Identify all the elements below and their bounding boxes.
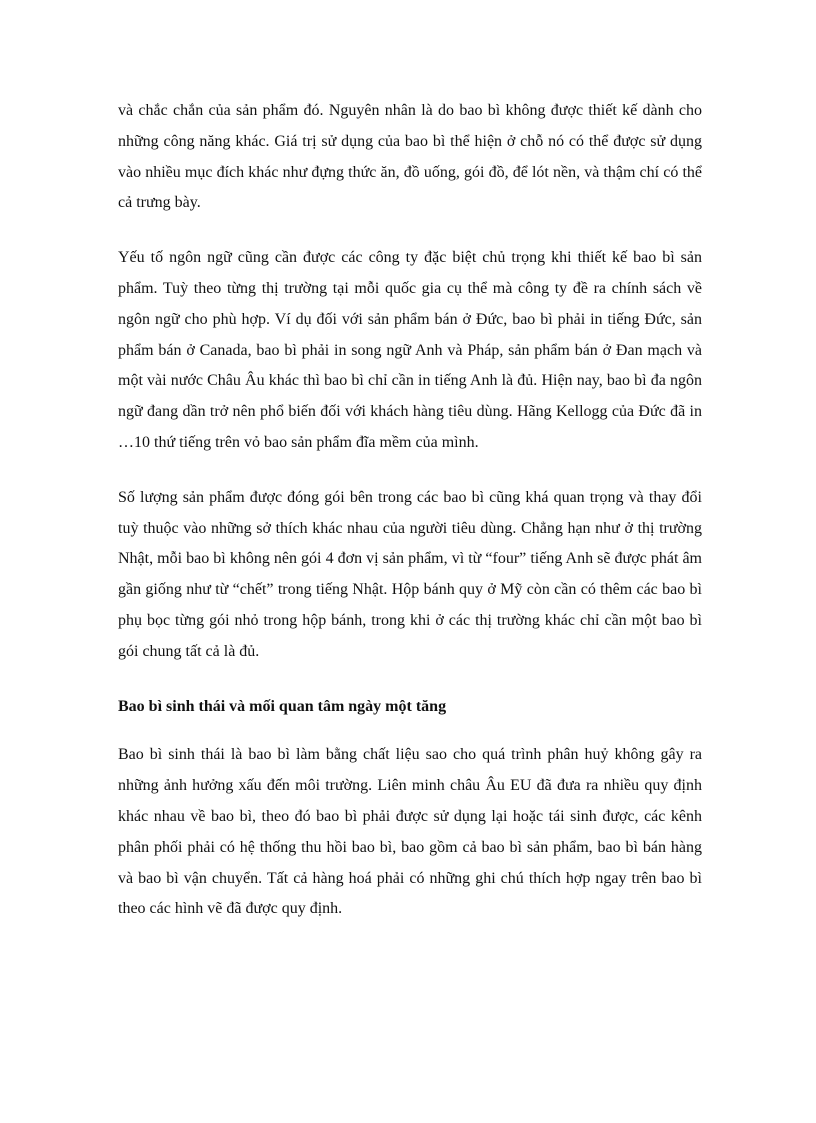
document-page: [118, 96, 702, 949]
paragraph-language: Yếu tố ngôn ngữ cũng cần được các công ty đặc biệt chủ trọng khi thiết kế bao bì sản phẩm. Tuỳ theo từng thị trường tại mỗi quốc gia cụ thể mà công ty đề ra chính sách về ngôn ngữ cho phù hợp. Ví dụ đối với sản phẩm bán ở Đức, bao bì phải in tiếng Đức, sản phẩm bán ở Canada, bao bì phải in song ngữ Anh và Pháp, sản phẩm bán ở Đan mạch và một vài nước Châu Âu khác thì bao bì chỉ cần in tiếng Anh là đủ. Hiện nay, bao bì đa ngôn ngữ đang dần trở nên phổ biến đối với khách hàng tiêu dùng. Hãng Kellogg của Đức đã in …10 thứ tiếng trên vỏ bao sản phẩm đĩa mềm của mình.: [118, 249, 702, 451]
paragraph-packaging-usage: và chắc chắn của sản phẩm đó. Nguyên nhân là do bao bì không được thiết kế dành cho những công năng khác. Giá trị sử dụng của bao bì thể hiện ở chỗ nó có thể được sử dụng vào nhiều mục đích khác như đựng thức ăn, đồ uống, gói đồ, để lót nền, và thậm chí có thể cả trưng bày.: [118, 102, 702, 212]
section-heading: Bao bì sinh thái và mối quan tâm ngày một tăng: [118, 697, 447, 715]
paragraph-eco-packaging: Bao bì sinh thái là bao bì làm bằng chất liệu sao cho quá trình phân huỷ không gây ra những ảnh hưởng xấu đến môi trường. Liên minh châu Âu EU đã đưa ra nhiều quy định khác nhau về bao bì, theo đó bao bì phải được sử dụng lại hoặc tái sinh được, các kênh phân phối phải có hệ thống thu hồi bao bì, bao gồm cả bao bì sản phẩm, bao bì bán hàng và bao bì vận chuyển. Tất cả hàng hoá phải có những ghi chú thích hợp ngay trên bao bì theo các hình vẽ đã được quy định.: [118, 746, 702, 918]
paragraph-quantity: Số lượng sản phẩm được đóng gói bên trong các bao bì cũng khá quan trọng và thay đổi tuỳ thuộc vào những sở thích khác nhau của người tiêu dùng. Chẳng hạn như ở thị trường Nhật, mỗi bao bì không nên gói 4 đơn vị sản phẩm, vì từ “four” tiếng Anh sẽ được phát âm gần giống như từ “chết” trong tiếng Nhật. Hộp bánh quy ở Mỹ còn cần có thêm các bao bì phụ bọc từng gói nhỏ trong hộp bánh, trong khi ở các thị trường khác chỉ cần một bao bì gói chung tất cả là đủ.: [118, 488, 702, 660]
